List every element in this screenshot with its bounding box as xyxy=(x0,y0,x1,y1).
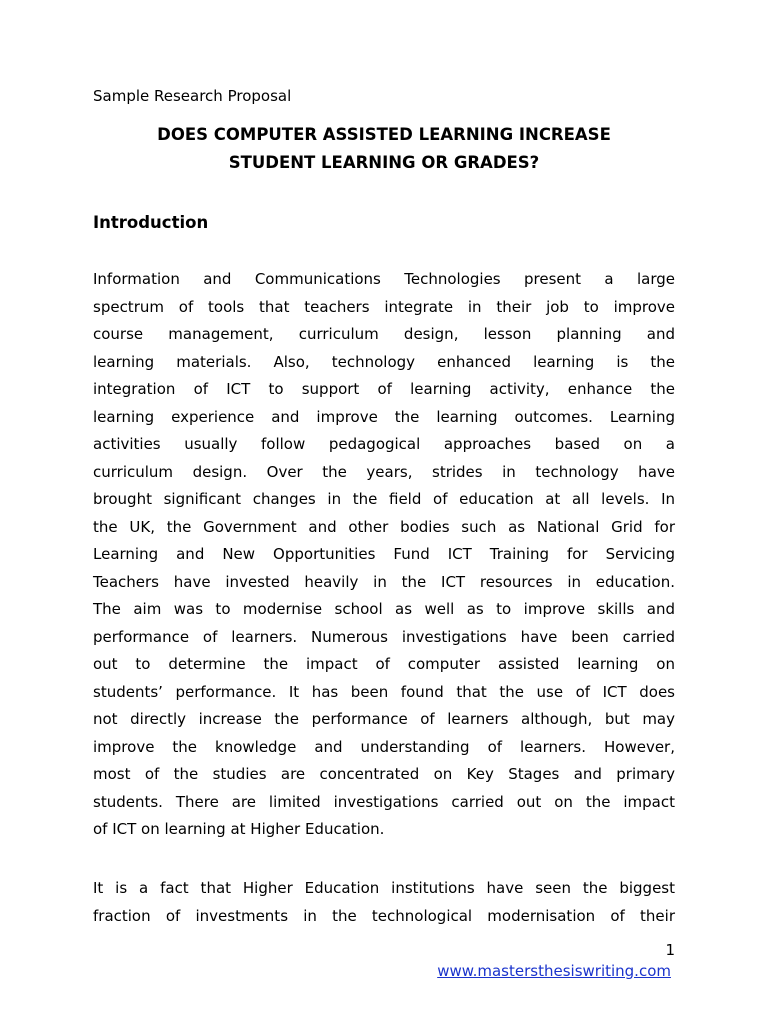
page-number: 1 xyxy=(665,941,675,959)
title-line: DOES COMPUTER ASSISTED LEARNING INCREASE xyxy=(157,125,611,144)
text-line: fraction of investments in the technological modernisation of their xyxy=(93,906,675,925)
text-line: improve the knowledge and understanding of learners. However, xyxy=(93,737,675,756)
text-line: the UK, the Government and other bodies such as National Grid for xyxy=(93,517,675,536)
document-label: Sample Research Proposal xyxy=(93,87,292,105)
text-line: of ICT on learning at Higher Education. xyxy=(93,820,385,838)
text-line: students’ performance. It has been found that the use of ICT does xyxy=(93,682,675,701)
text-line: most of the studies are concentrated on Key Stages and primary xyxy=(93,765,675,783)
text-line: curriculum design. Over the years, strides in technology have xyxy=(93,462,675,481)
text-line: learning materials. Also, technology enhanced learning is the xyxy=(93,352,675,371)
text-line: out to determine the impact of computer assisted learning on xyxy=(93,655,675,673)
website-link[interactable]: www.mastersthesiswriting.com xyxy=(437,962,671,980)
text-line: learning experience and improve the learning outcomes. Learning xyxy=(93,407,675,426)
text-line: It is a fact that Higher Education institutions have seen the biggest xyxy=(93,879,675,897)
text-line: students. There are limited investigations carried out on the impact xyxy=(93,792,675,811)
text-line: integration of ICT to support of learning activity, enhance the xyxy=(93,380,675,398)
text-line: brought significant changes in the field of education at all levels. In xyxy=(93,490,675,508)
text-line: Information and Communications Technologies present a large xyxy=(93,270,675,288)
text-line: Teachers have invested heavily in the ICT resources in education. xyxy=(93,572,675,591)
text-line: activities usually follow pedagogical approaches based on a xyxy=(93,435,675,453)
text-line: Learning and New Opportunities Fund ICT Training for Servicing xyxy=(93,545,675,563)
paragraph-1 xyxy=(93,266,675,844)
document-title xyxy=(93,121,675,177)
paragraph-2 xyxy=(93,875,675,930)
section-heading-introduction: Introduction xyxy=(93,213,209,232)
title-line: STUDENT LEARNING OR GRADES? xyxy=(228,153,540,172)
text-line: course management, curriculum design, lesson planning and xyxy=(93,325,675,343)
text-line: not directly increase the performance of learners although, but may xyxy=(93,710,675,728)
text-line: The aim was to modernise school as well as to improve skills and xyxy=(93,600,675,618)
text-line: performance of learners. Numerous investigations have been carried xyxy=(93,627,675,646)
text-line: spectrum of tools that teachers integrate in their job to improve xyxy=(93,297,675,316)
